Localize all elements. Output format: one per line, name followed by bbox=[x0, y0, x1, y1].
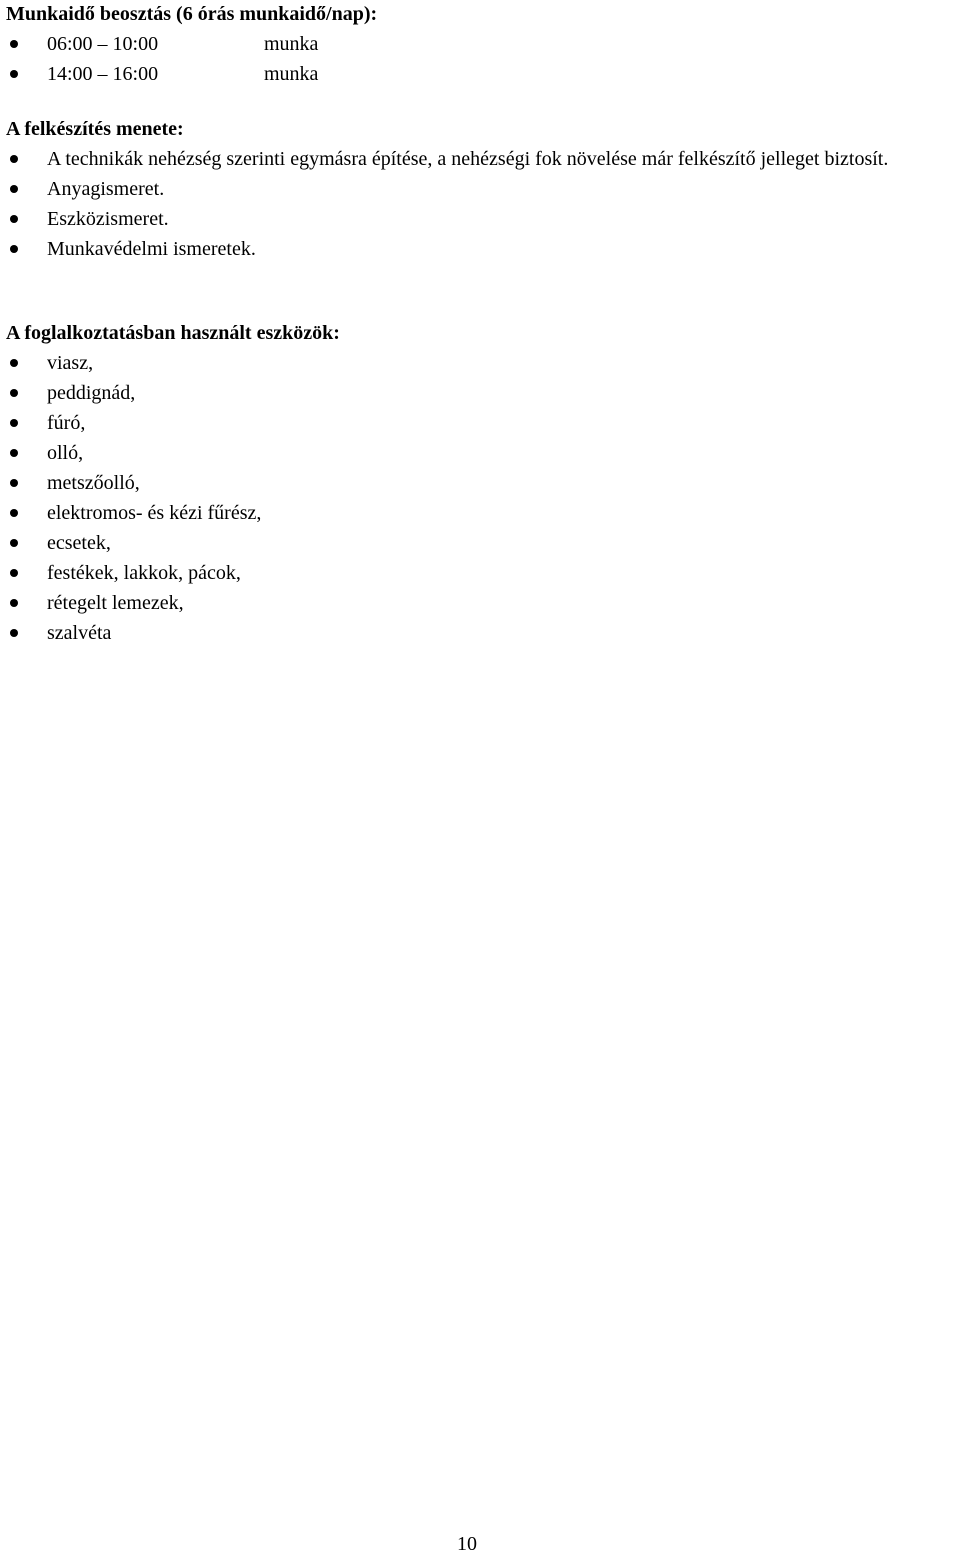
list-item-text: elektromos- és kézi fűrész, bbox=[47, 502, 262, 524]
preparation-section bbox=[6, 114, 956, 264]
bullet-icon bbox=[10, 40, 18, 48]
preparation-title: A felkészítés menete: bbox=[6, 118, 184, 140]
schedule-title: Munkaidő beosztás (6 órás munkaidő/nap): bbox=[6, 3, 378, 25]
activity-label: munka bbox=[264, 33, 319, 55]
time-range: 14:00 – 16:00 bbox=[47, 63, 159, 85]
list-item bbox=[6, 528, 956, 558]
tools-section bbox=[6, 318, 956, 648]
list-item bbox=[6, 468, 956, 498]
preparation-list bbox=[6, 144, 956, 264]
bullet-icon bbox=[10, 419, 18, 427]
bullet-icon bbox=[10, 389, 18, 397]
tools-title: A foglalkoztatásban használt eszközök: bbox=[6, 322, 340, 344]
list-item bbox=[6, 29, 956, 59]
list-item bbox=[6, 408, 956, 438]
list-item-text: peddignád, bbox=[47, 382, 136, 404]
list-item bbox=[6, 498, 956, 528]
list-item-text: olló, bbox=[47, 442, 84, 464]
list-item-text: festékek, lakkok, pácok, bbox=[47, 562, 241, 584]
list-item-text: Eszközismeret. bbox=[47, 208, 169, 230]
bullet-icon bbox=[10, 599, 18, 607]
list-item bbox=[6, 348, 956, 378]
bullet-icon bbox=[10, 629, 18, 637]
bullet-icon bbox=[10, 245, 18, 253]
list-item bbox=[6, 588, 956, 618]
list-item bbox=[6, 204, 956, 234]
bullet-icon bbox=[10, 539, 18, 547]
bullet-icon bbox=[10, 509, 18, 517]
time-range: 06:00 – 10:00 bbox=[47, 33, 159, 55]
list-item-text: A technikák nehézség szerinti egymásra építése, a nehézségi fok növelése már felkészítő jelleget biztosít. bbox=[47, 148, 889, 170]
activity-label: munka bbox=[264, 63, 319, 85]
schedule-list bbox=[6, 29, 956, 89]
bullet-icon bbox=[10, 569, 18, 577]
bullet-icon bbox=[10, 155, 18, 163]
bullet-icon bbox=[10, 449, 18, 457]
list-item bbox=[6, 144, 956, 174]
list-item bbox=[6, 618, 956, 648]
list-item bbox=[6, 438, 956, 468]
tools-list bbox=[6, 348, 956, 648]
list-item bbox=[6, 558, 956, 588]
list-item-text: fúró, bbox=[47, 412, 86, 434]
list-item-text: Munkavédelmi ismeretek. bbox=[47, 238, 256, 260]
schedule-section bbox=[6, 0, 956, 89]
bullet-icon bbox=[10, 215, 18, 223]
list-item-text: viasz, bbox=[47, 352, 94, 374]
bullet-icon bbox=[10, 359, 18, 367]
list-item-text: szalvéta bbox=[47, 622, 112, 644]
page-number bbox=[0, 1529, 934, 1559]
list-item bbox=[6, 59, 956, 89]
list-item-text: rétegelt lemezek, bbox=[47, 592, 184, 614]
list-item bbox=[6, 234, 956, 264]
list-item-text: ecsetek, bbox=[47, 532, 111, 554]
page-number-text: 10 bbox=[457, 1533, 477, 1555]
list-item bbox=[6, 174, 956, 204]
bullet-icon bbox=[10, 479, 18, 487]
bullet-icon bbox=[10, 185, 18, 193]
list-item-text: metszőolló, bbox=[47, 472, 140, 494]
bullet-icon bbox=[10, 70, 18, 78]
list-item bbox=[6, 378, 956, 408]
list-item-text: Anyagismeret. bbox=[47, 178, 165, 200]
